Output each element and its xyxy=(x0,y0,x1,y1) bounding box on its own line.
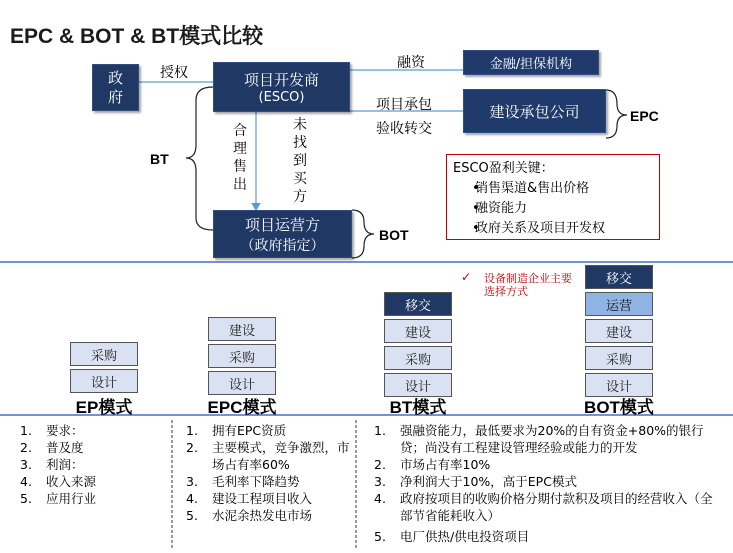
stack-block-design: 设计 xyxy=(585,373,653,397)
bt-stack xyxy=(384,292,452,397)
criteria-item: 4. 收入来源 xyxy=(20,474,97,489)
bot-item: 1. 强融资能力，最低要求为20%的自有资金+80%的银行贷；尚没有工程建设管理经验或能力的开发 xyxy=(374,423,704,455)
stack-block-build: 建设 xyxy=(585,319,653,343)
finance-node: 金融/担保机构 xyxy=(463,50,599,75)
reasonable-sale-label: 合理售出 xyxy=(233,123,247,193)
criteria-item: 1. 要求： xyxy=(20,423,84,438)
epc-stack xyxy=(208,317,276,395)
check-icon: ✓ xyxy=(461,270,472,284)
bot-brace xyxy=(352,210,374,258)
epc-item: 4. 建设工程项目收入 xyxy=(186,491,313,506)
stack-block-design: 设计 xyxy=(70,369,138,393)
epc-tag: EPC xyxy=(630,108,659,124)
stack-block-purchase: 采购 xyxy=(585,346,653,370)
epc-brace xyxy=(606,90,627,138)
mode-label-epc: EPC模式 xyxy=(207,398,277,417)
page-title: EPC & BOT & BT模式比较 xyxy=(10,25,264,48)
developer-sub: (ESCO) xyxy=(258,90,305,105)
mode-label-ep: EP模式 xyxy=(75,398,133,417)
manufacturer-note: 设备制造企业主要选择方式 xyxy=(484,272,572,298)
bot-item: 3. 净利润大于10%，高于EPC模式 xyxy=(374,474,577,489)
contractor-node: 建设承包公司 xyxy=(463,89,606,133)
operator-sub: （政府指定） xyxy=(240,237,325,254)
criteria-item: 2. 普及度 xyxy=(20,440,84,455)
stack-block-purchase: 采购 xyxy=(384,346,452,370)
operator-node xyxy=(213,210,352,258)
profit-box-title: ESCO盈利关键： xyxy=(453,161,554,176)
bot-tag: BOT xyxy=(379,227,409,243)
contract-out-label: 项目承包 xyxy=(376,97,432,113)
epc-column xyxy=(186,422,352,524)
epc-item: 1. 拥有EPC资质 xyxy=(186,423,287,438)
bot-item: 4. 政府按项目的收购价格分期付款积及项目的经营收入（全部节省能耗收入） xyxy=(374,491,713,523)
mode-label-bt: BT模式 xyxy=(389,398,447,417)
accept-transfer-label: 验收转交 xyxy=(376,121,432,137)
bt-brace xyxy=(186,87,213,230)
developer-node xyxy=(213,62,350,112)
government-node: 政 府 xyxy=(92,64,139,111)
stack-block-design: 设计 xyxy=(384,373,452,397)
stack-block-transfer: 移交 xyxy=(585,265,653,289)
profit-item: • 销售渠道&售出价格 xyxy=(465,179,653,199)
criteria-column xyxy=(20,422,168,507)
mode-label-bot: BOT模式 xyxy=(584,398,654,417)
operator-name: 项目运营方 xyxy=(244,215,320,234)
bot-column xyxy=(374,422,714,545)
stack-block-build: 建设 xyxy=(384,319,452,343)
financing-label: 融资 xyxy=(397,55,425,71)
epc-item: 5. 水泥余热发电市场 xyxy=(186,508,313,523)
stack-block-operate: 运营 xyxy=(585,292,653,316)
bt-tag: BT xyxy=(150,151,169,167)
authorize-label: 授权 xyxy=(160,65,188,81)
developer-name: 项目开发商 xyxy=(243,71,319,89)
epc-item: 3. 毛利率下降趋势 xyxy=(186,474,300,489)
stack-block-build: 建设 xyxy=(208,317,276,341)
bot-stack xyxy=(585,265,653,397)
ep-stack xyxy=(70,342,138,393)
bot-item: 5. 电厂供热/供电投资项目 xyxy=(374,529,530,544)
criteria-item: 5. 应用行业 xyxy=(20,491,97,506)
profit-item: • 融资能力 xyxy=(465,199,653,219)
bot-item: 2. 市场占有率10% xyxy=(374,457,491,472)
epc-item: 2. 主要模式，竞争激烈，市场占有率60% xyxy=(186,440,350,472)
criteria-item: 3. 利润： xyxy=(20,457,84,472)
no-buyer-label: 未找到买方 xyxy=(293,117,307,205)
stack-block-transfer: 移交 xyxy=(384,292,452,316)
profit-item: • 政府关系及项目开发权 xyxy=(465,219,653,239)
stack-block-purchase: 采购 xyxy=(70,342,138,366)
profit-key-box xyxy=(446,154,660,240)
stack-block-purchase: 采购 xyxy=(208,344,276,368)
stack-block-design: 设计 xyxy=(208,371,276,395)
